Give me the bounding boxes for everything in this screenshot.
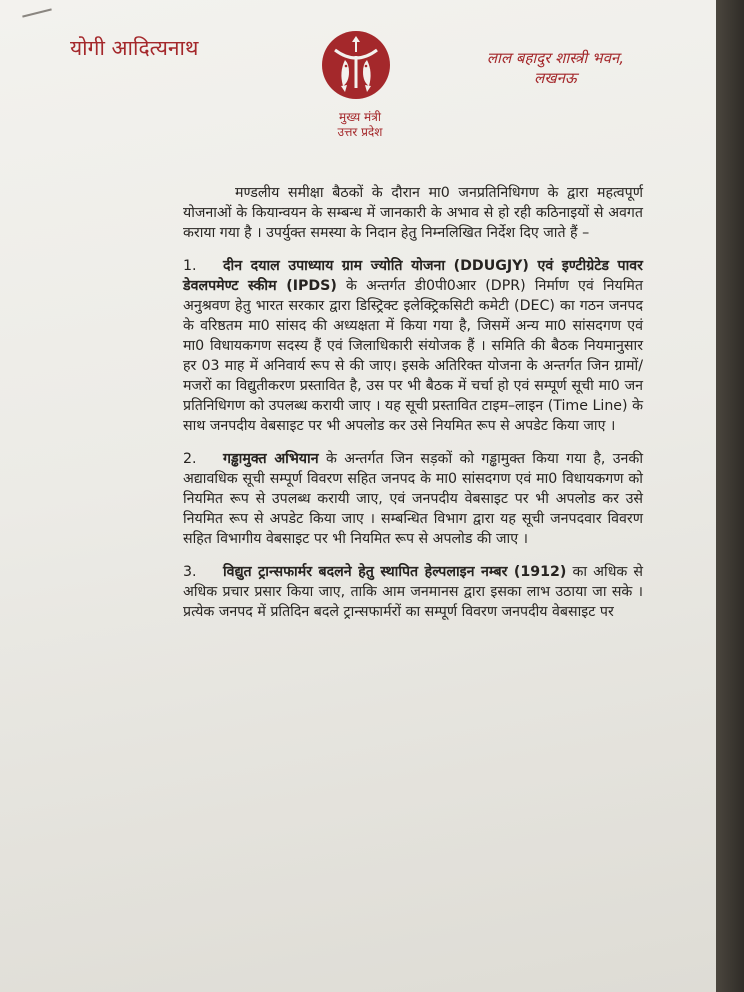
item-heading: गड्ढामुक्त अभियान: [223, 451, 319, 467]
address-line-2: लखनऊ: [534, 69, 577, 87]
item-number: 2.: [183, 451, 197, 467]
designation-block: [320, 110, 400, 140]
item-text: के अन्तर्गत डी0पी0आर (DPR) निर्माण एवं नियमित अनुश्रवण हेतु भारत सरकार द्वारा डिस्ट्रिक्ट इलेक्ट्रिकसिटी कमेटी (DEC) का गठन जनपद के वरिष्ठतम मा0 सांसद की अध्यक्षता में किया गया है, जिसमें अन्य मा0 सांसदगण एवं मा0 विधायकगण सदस्य हैं एवं जिलाधिकारी संयोजक हैं । समिति की बैठक नियमानुसार हर 03 माह में अनिवार्य रूप से की जाए। इसके अतिरिक्त योजना के अन्तर्गत जिन ग्रामों/मजरों का विद्युतीकरण प्रस्तावित है, उस पर भी बैठक में चर्चा हो एवं सम्पूर्ण सूची मा0 जन प्रतिनिधिगण को उपलब्ध करायी जाए । यह सूची प्रस्तावित टाइम–लाइन (Time Line) के साथ जनपदीय वेबसाइट पर भी अपलोड कर उसे नियमित रूप से अपडेट किया जाए ।: [183, 278, 644, 434]
item-text: का अधिक से अधिक प्रचार प्रसार किया जाए, ताकि आम जनमानस द्वारा इसका लाभ उठाया जा सके । प्रत्येक जनपद में प्रतिदिन बदले ट्रान्सफार्मरों का सम्पूर्ण विवरण जनपदीय वेबसाइट पर: [183, 564, 644, 620]
item-heading: दीन दयाल उपाध्याय ग्राम ज्योति योजना (DDUGJY) एवं इण्टीग्रेटेड पावर डेवलपमेण्ट स्कीम (IPDS): [183, 258, 643, 294]
sender-name: योगी आदित्यनाथ: [70, 36, 199, 60]
item-number: 1.: [183, 258, 197, 274]
intro-paragraph: मण्डलीय समीक्षा बैठकों के दौरान मा0 जनप्रतिनिधिगण के द्वारा महत्वपूर्ण योजनाओं के कियान्वयन के सम्बन्ध में जानकारी के अभाव से हो रही कठिनाइयों से अवगत कराया गया है । उपर्युक्त समस्या के निदान हेतु निम्नलिखित निर्देश दिए जाते हैं –: [183, 185, 643, 241]
item-heading: विद्युत ट्रान्सफार्मर बदलने हेतु स्थापित हेल्पलाइन नम्बर (1912): [223, 564, 567, 580]
directive-item-3: [183, 562, 643, 622]
letter-body: [183, 183, 643, 622]
designation-title: मुख्य मंत्री: [339, 110, 381, 124]
office-address: [487, 48, 624, 88]
designation-state: उत्तर प्रदेश: [337, 125, 383, 139]
item-text: के अन्तर्गत जिन सड़कों को गड्ढामुक्त किया गया है, उनकी अद्यावधिक सूची सम्पूर्ण विवरण सहित जनपद के मा0 सांसदगण एवं मा0 विधायकगण को नियमित रूप से उपलब्ध करायी जाए, एवं जनपदीय वेबसाइट पर भी अपलोड कर उसे नियमित रूप से अपडेट किया जाए । सम्बन्धित विभाग द्वारा यह सूची जनपदवार विवरण सहित विभागीय वेबसाइट पर भी नियमित रूप से अपलोड की जाए ।: [183, 451, 644, 547]
pen-mark: [22, 8, 52, 17]
table-surface: [716, 0, 744, 992]
address-line-1: लाल बहादुर शास्त्री भवन,: [486, 49, 624, 67]
directive-item-2: [183, 449, 643, 549]
directive-item-1: [183, 256, 643, 436]
item-number: 3.: [183, 564, 197, 580]
up-state-emblem-icon: [321, 30, 391, 100]
